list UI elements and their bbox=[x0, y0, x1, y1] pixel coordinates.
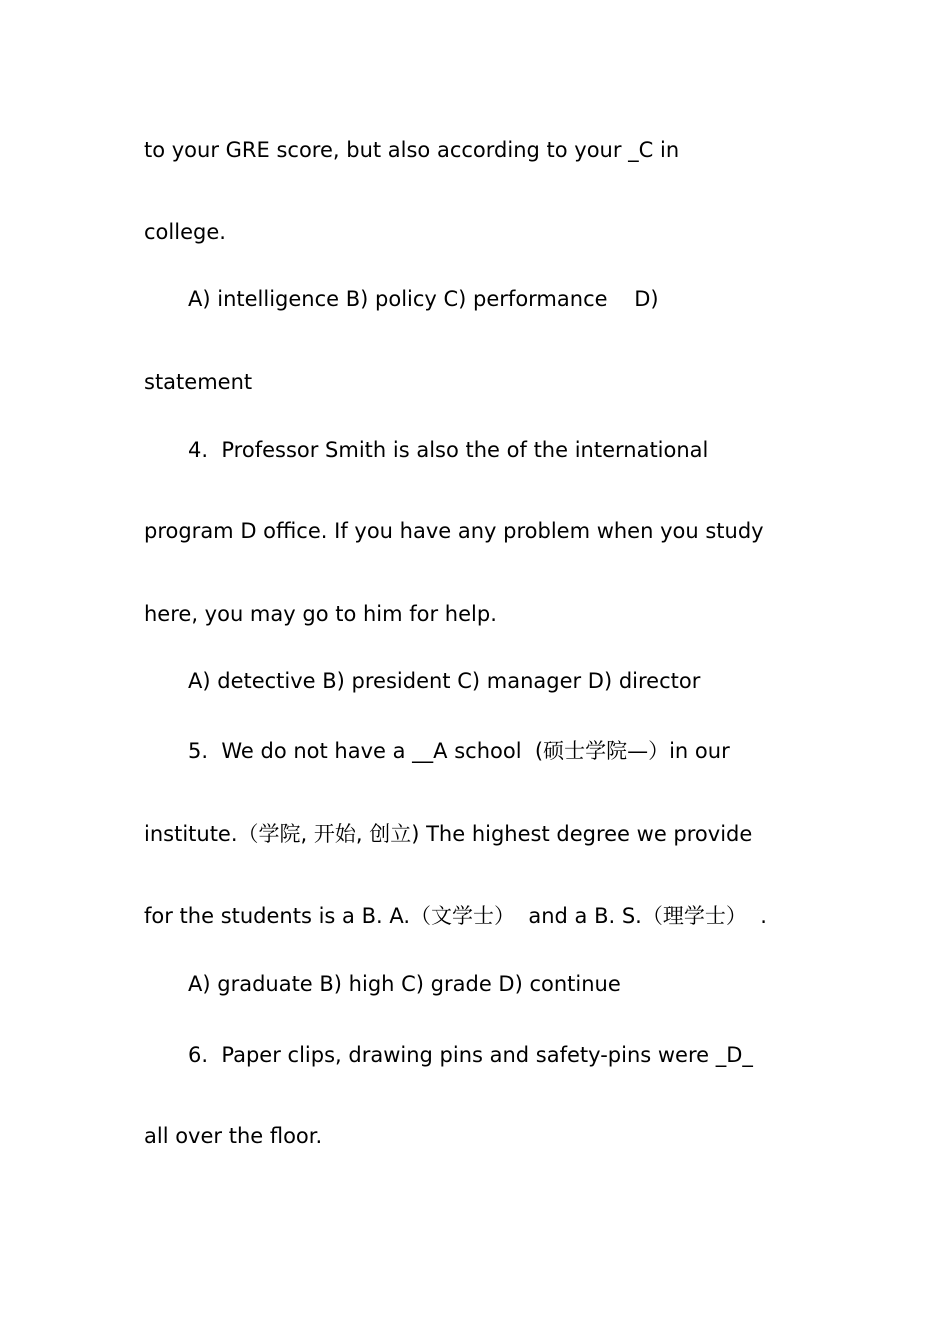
question-6: 6. Paper clips, drawing pins and safety-pins were _D_ bbox=[188, 1043, 753, 1067]
text-line: statement bbox=[144, 370, 253, 394]
text-line: college. bbox=[144, 220, 226, 244]
answer-options: A) detective B) president C) manager D) director bbox=[188, 669, 701, 693]
answer-options: A) intelligence B) policy C) performance D) bbox=[188, 287, 659, 311]
text-line: to your GRE score, but also according to your _C in bbox=[144, 138, 680, 162]
text-line: institute.（学院, 开始, 创立) The highest degree we provide bbox=[144, 822, 753, 846]
question-5: 5. We do not have a __A school (硕士学院—）in our bbox=[188, 739, 730, 763]
text-line: program D office. If you have any problem when you study bbox=[144, 519, 764, 543]
answer-options: A) graduate B) high C) grade D) continue bbox=[188, 972, 621, 996]
text-line: all over the floor. bbox=[144, 1124, 323, 1148]
question-4: 4. Professor Smith is also the of the international bbox=[188, 438, 709, 462]
text-line: for the students is a B. A.（文学士） and a B. S.（理学士） . bbox=[144, 904, 767, 928]
text-line: here, you may go to him for help. bbox=[144, 602, 497, 626]
